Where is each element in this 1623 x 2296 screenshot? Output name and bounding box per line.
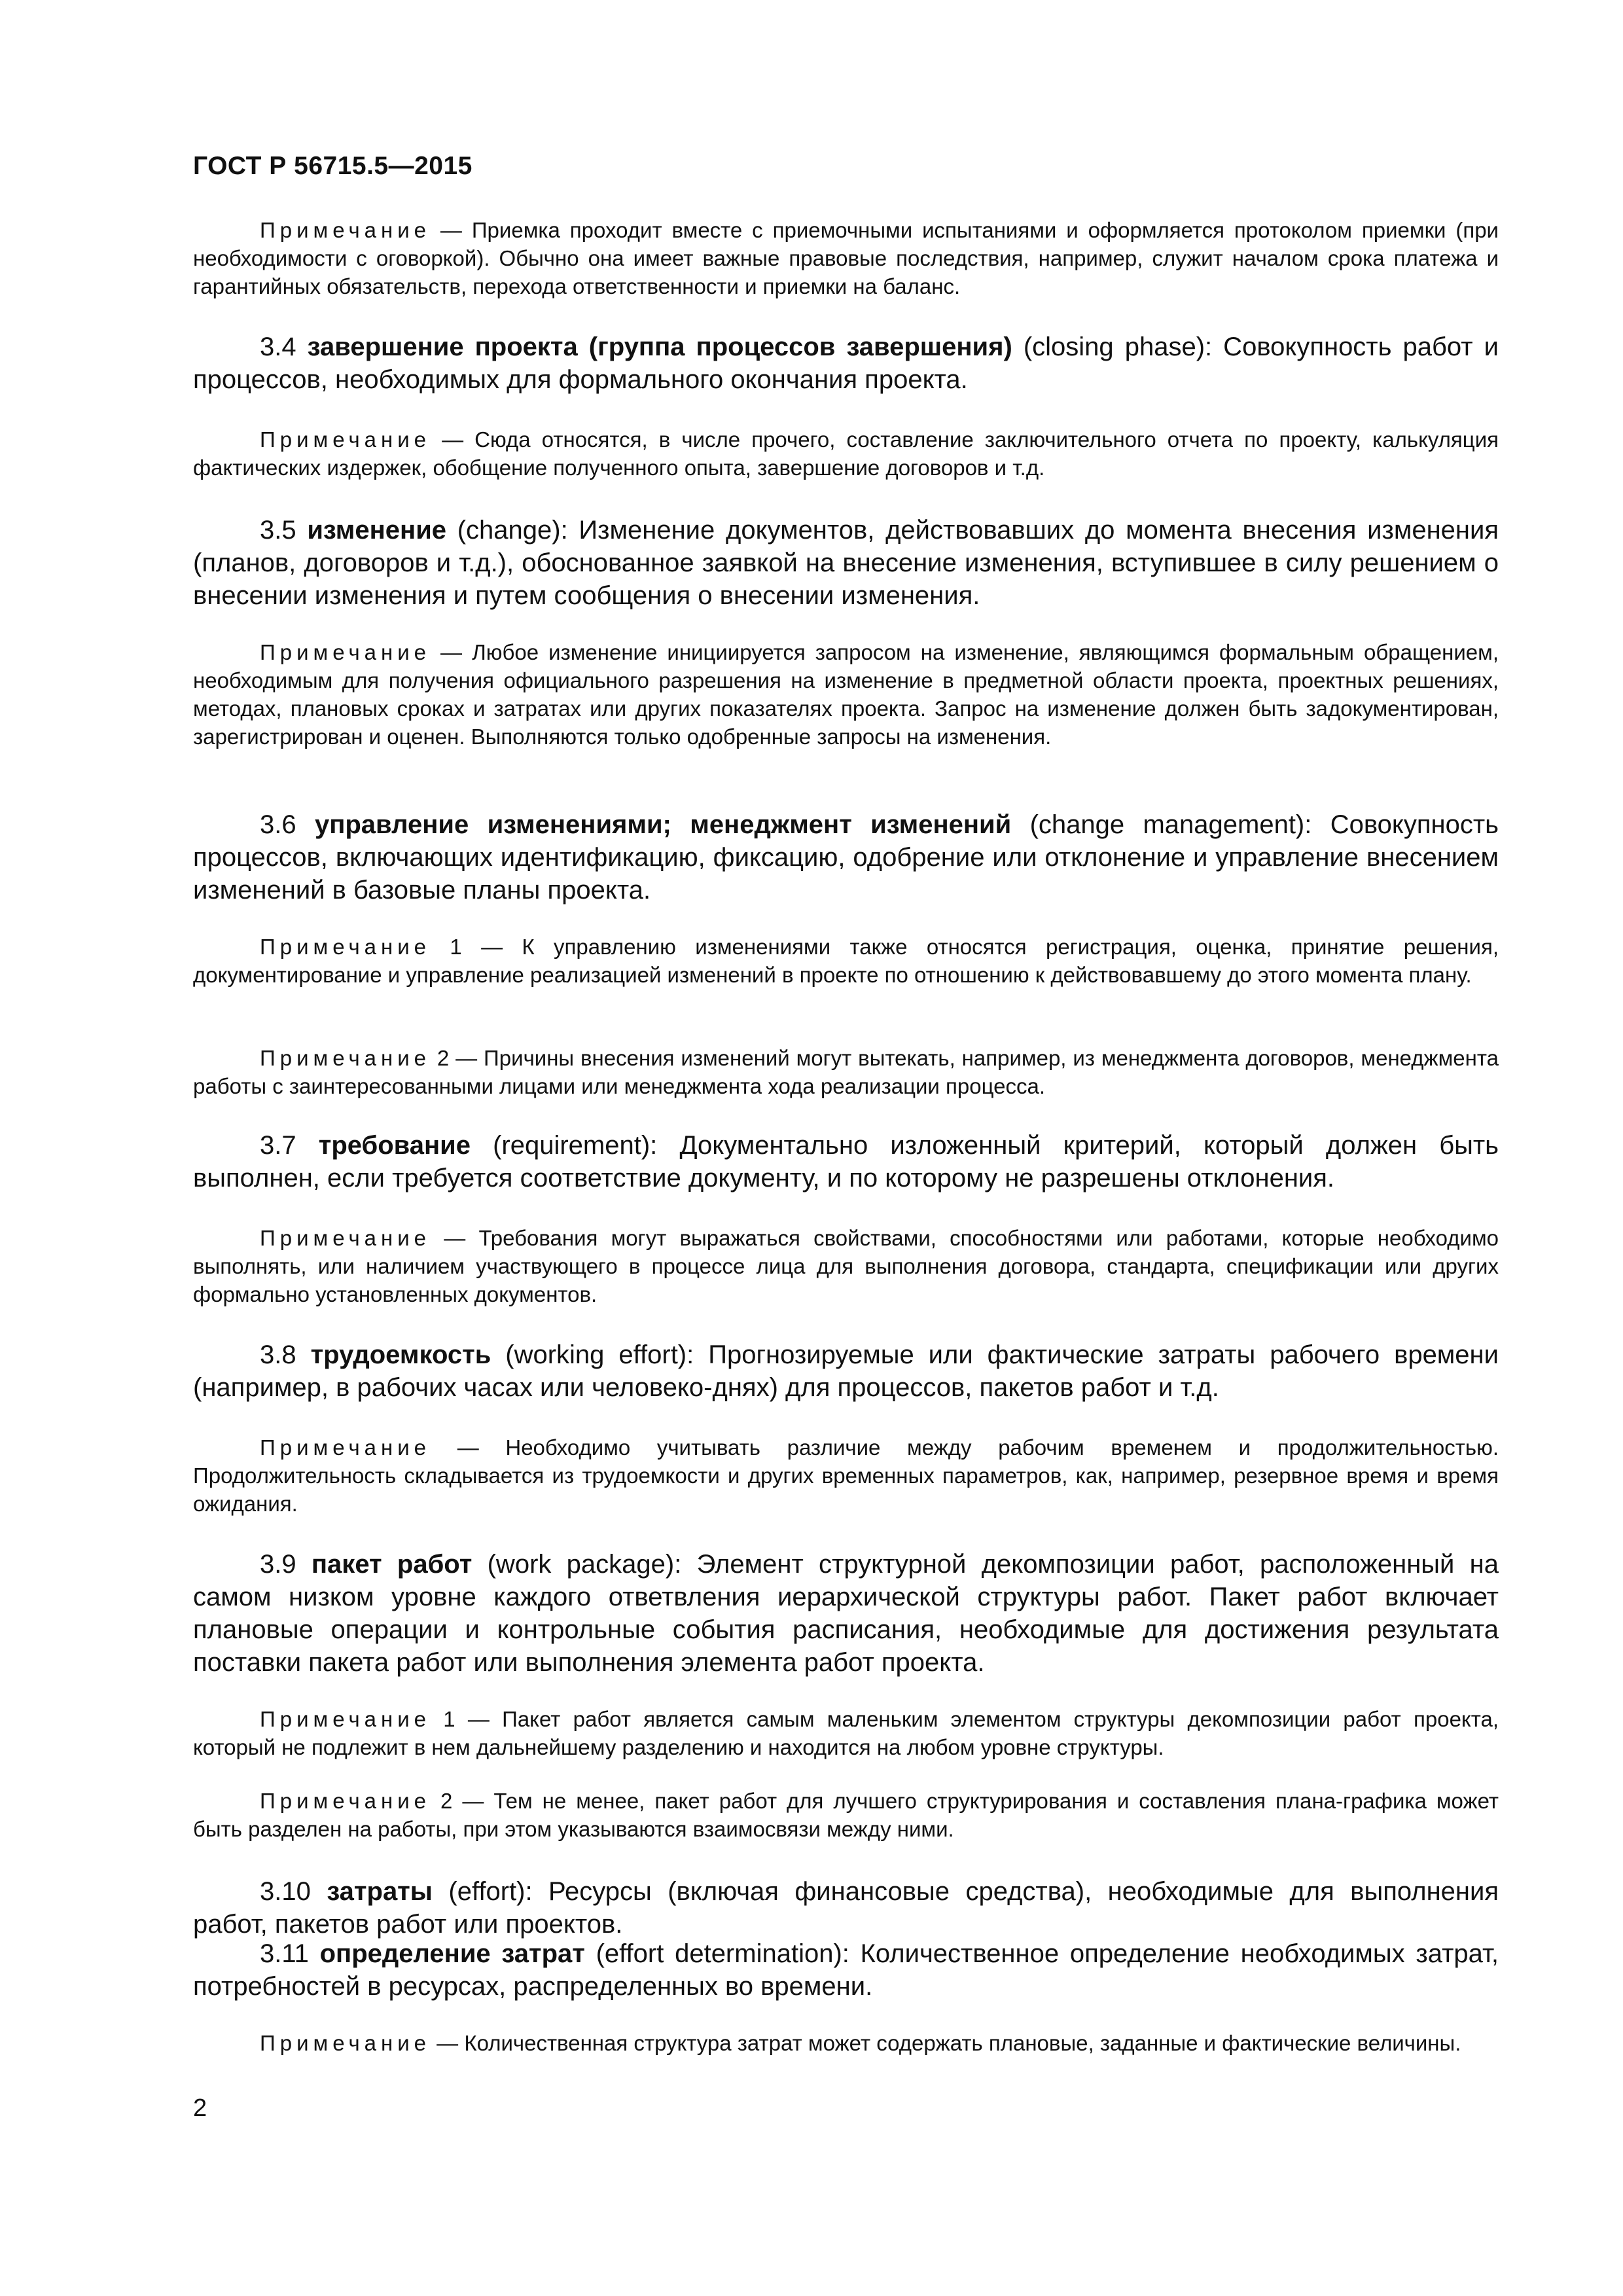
note-3-4: Примечание — Сюда относятся, в числе прочего, составление заключительного отчета по проекту, калькуляция фактических издержек, обобщение полученного опыта, завершение договоров и т.д. — [193, 427, 1499, 480]
term-3-9: 3.9 пакет работ (work package): Элемент структурной декомпозиции работ, расположенный на самом низком уровне каждого ответвления иерархической структуры работ. Пакет работ включает плановые операции и контрольные события расписания, необходимые для достижения результата поставки пакета работ или выполнения элемента работ проекта. — [193, 1550, 1499, 1677]
note-3-6-2: Примечание 2 — Причины внесения изменений могут вытекать, например, из менеджмента договоров, менеджмента работы с заинтересованными лицами или менеджмента хода реализации процесса. — [193, 1046, 1499, 1098]
note-3-9-1: Примечание 1 — Пакет работ является самым маленьким элементом структуры декомпозиции работ проекта, который не подлежит в нем дальнейшему разделению и находится на любом уровне структуры. — [193, 1707, 1499, 1759]
note-3-9-2: Примечание 2 — Тем не менее, пакет работ для лучшего структурирования и составления плана-графика может быть разделен на работы, при этом указываются взаимосвязи между ними. — [193, 1789, 1499, 1841]
term-3-5: 3.5 изменение (change): Изменение документов, действовавших до момента внесения изменения (планов, договоров и т.д.), обоснованное заявкой на внесение изменения, вступившее в силу решением о внесении изменения и путем сообщения о внесении изменения. — [193, 516, 1499, 610]
note-acceptance: Примечание — Приемка проходит вместе с приемочными испытаниями и оформляется протоколом приемки (при необходимости с оговоркой). Обычно она имеет важные правовые последствия, например, служит началом срока платежа и гарантийных обязательств, перехода ответственности и приемки на баланс. — [193, 218, 1499, 298]
document-header: ГОСТ Р 56715.5—2015 — [193, 152, 473, 180]
term-3-8: 3.8 трудоемкость (working effort): Прогнозируемые или фактические затраты рабочего времени (например, в рабочих часах или человеко-днях) для процессов, пакетов работ и т.д. — [193, 1340, 1499, 1402]
term-3-4: 3.4 завершение проекта (группа процессов завершения) (closing phase): Совокупность работ и процессов, необходимых для формального окончания проекта. — [193, 332, 1499, 394]
term-3-11: 3.11 определение затрат (effort determination): Количественное определение необходимых затрат, потребностей в ресурсах, распределенных во времени. — [193, 1939, 1499, 2001]
term-3-10: 3.10 затраты (effort): Ресурсы (включая финансовые средства), необходимые для выполнения работ, пакетов работ или проектов. — [193, 1877, 1499, 1939]
note-3-11: Примечание — Количественная структура затрат может содержать плановые, заданные и фактические величины. — [260, 2031, 1461, 2055]
note-3-5: Примечание — Любое изменение инициируется запросом на изменение, являющимся формальным обращением, необходимым для получения официального разрешения на изменение в предметной области проекта, проектных решениях, методах, плановых сроках и затратах или других показателях проекта. Запрос на изменение должен быть задокументирован, зарегистрирован и оценен. Выполняются только одобренные запросы на изменения. — [193, 640, 1499, 749]
page-number: 2 — [193, 2094, 207, 2122]
note-3-6-1: Примечание 1 — К управлению изменениями также относятся регистрация, оценка, принятие решения, документирование и управление реализацией изменений в проекте по отношению к действовавшему до этого момента плану. — [193, 935, 1499, 987]
term-3-7: 3.7 требование (requirement): Документально изложенный критерий, который должен быть выполнен, если требуется соответствие документу, и по которому не разрешены отклонения. — [193, 1131, 1499, 1193]
term-3-6: 3.6 управление изменениями; менеджмент изменений (change management): Совокупность процессов, включающих идентификацию, фиксацию, одобрение или отклонение и управление внесением изменений в базовые планы проекта. — [193, 810, 1499, 905]
note-3-8: Примечание — Необходимо учитывать различие между рабочим временем и продолжительностью. Продолжительность складывается из трудоемкости и других временных параметров, как, например, резервное время и время ожидания. — [193, 1435, 1499, 1516]
note-3-7: Примечание — Требования могут выражаться свойствами, способностями или работами, которые необходимо выполнять, или наличием участвующего в процессе лица для выполнения договора, стандарта, спецификации или других формально установленных документов. — [193, 1226, 1499, 1306]
